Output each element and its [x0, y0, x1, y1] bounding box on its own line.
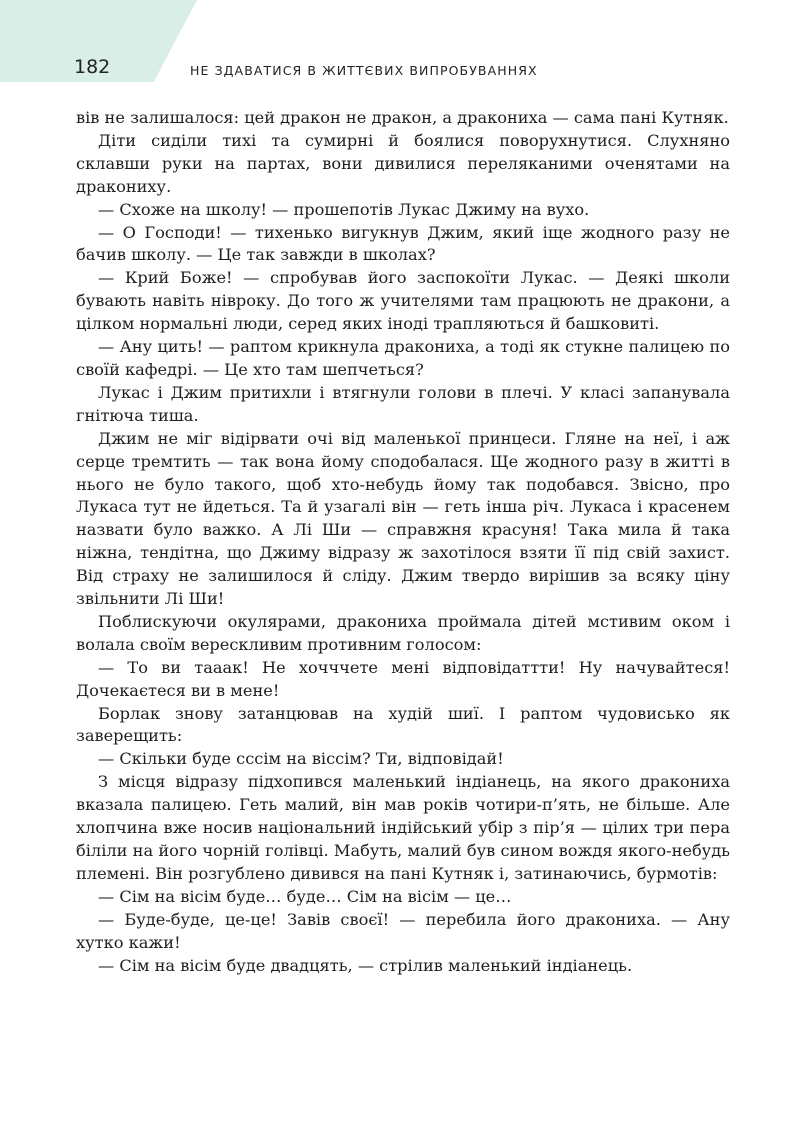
paragraph: — Буде-буде, це-це! Завів своєї! — перебила його дракониха. — Ану хутко кажи!: [76, 909, 730, 952]
paragraph: — Скільки буде сссім на віссім? Ти, відповідай!: [98, 749, 504, 769]
paragraph: — Схоже на школу! — прошепотів Лукас Джиму на вухо.: [98, 199, 590, 219]
paragraph: — Ану цить! — раптом крикнула дракониха, а тоді як стукне палицею по своїй кафедрі. — Це хто там шепчеться?: [76, 337, 730, 379]
paragraph: — Сім на вісім буде двадцять, — стрілив маленький індіанець.: [98, 955, 633, 975]
paragraph: З місця відразу підхопився маленький індіанець, на якого дракониха вказала палицею. Геть малий, він мав років чотири-п’ять, не більше. Але хлопчина вже носив національний індійський убір з пір’я — цілих три пера біліли на його чорній голівці. Мабуть, малий був сином вождя якого-небудь племені. Він розгублено дивився на пані Кутняк і, затинаючись, бурмотів:: [76, 772, 730, 883]
paragraph: — О Господи! — тихенько вигукнув Джим, який іще жодного разу не бачив школу. — Це так завжди в школах?: [76, 222, 730, 265]
paragraph: Борлак знову затанцював на худій шиї. І раптом чудовисько як заверещить:: [76, 703, 730, 746]
paragraph: — Сім на вісім буде… буде… Сім на вісім — це…: [98, 886, 512, 906]
page-number: 182: [74, 56, 111, 78]
running-title: НЕ ЗДАВАТИСЯ В ЖИТТЄВИХ ВИПРОБУВАННЯХ: [190, 63, 538, 78]
paragraph: — То ви тааак! Не хочччете мені відповідаттти! Ну начувайтеся! Дочекаєтеся ви в мене!: [76, 657, 730, 700]
paragraph: — Крий Боже! — спробував його заспокоїти Лукас. — Деякі школи бувають навіть нівроку. До того ж учителями там працюють не дракони, а цілком нормальні люди, серед яких іноді трапляються й башковиті.: [76, 268, 730, 334]
paragraph: Лукас і Джим притихли і втягнули голови в плечі. У класі запанувала гнітюча тиша.: [76, 382, 730, 425]
paragraph: Поблискуючи окулярами, дракониха проймала дітей мстивим оком і волала своїм верескливим противним голосом:: [76, 611, 730, 654]
paragraph: вів не залишалося: цей дракон не дракон, а дракониха — сама пані Кутняк.: [76, 108, 729, 127]
text-body: [76, 107, 730, 977]
paragraph: Діти сиділи тихі та сумирні й боялися поворухнутися. Слухняно склавши руки на партах, вони дивилися переляканими оченятами на дракониху.: [76, 130, 730, 196]
paragraph: Джим не міг відірвати очі від маленької принцеси. Гляне на неї, і аж серце тремтить — так вона йому сподобалася. Ще жодного разу в житті в нього не було такого, щоб хто-небудь йому так подобався. Звісно, про Лукаса тут не йдеться. Та й узагалі він — геть інша річ. Лукаса і красенем назвати було важко. А Лі Ши — справжня красуня! Така мила й така ніжна, тендітна, що Джиму відразу ж захотілося взяти її під свій захист. Від страху не залишилося й сліду. Джим твердо вирішив за всяку ціну звільнити Лі Ши!: [76, 428, 730, 609]
